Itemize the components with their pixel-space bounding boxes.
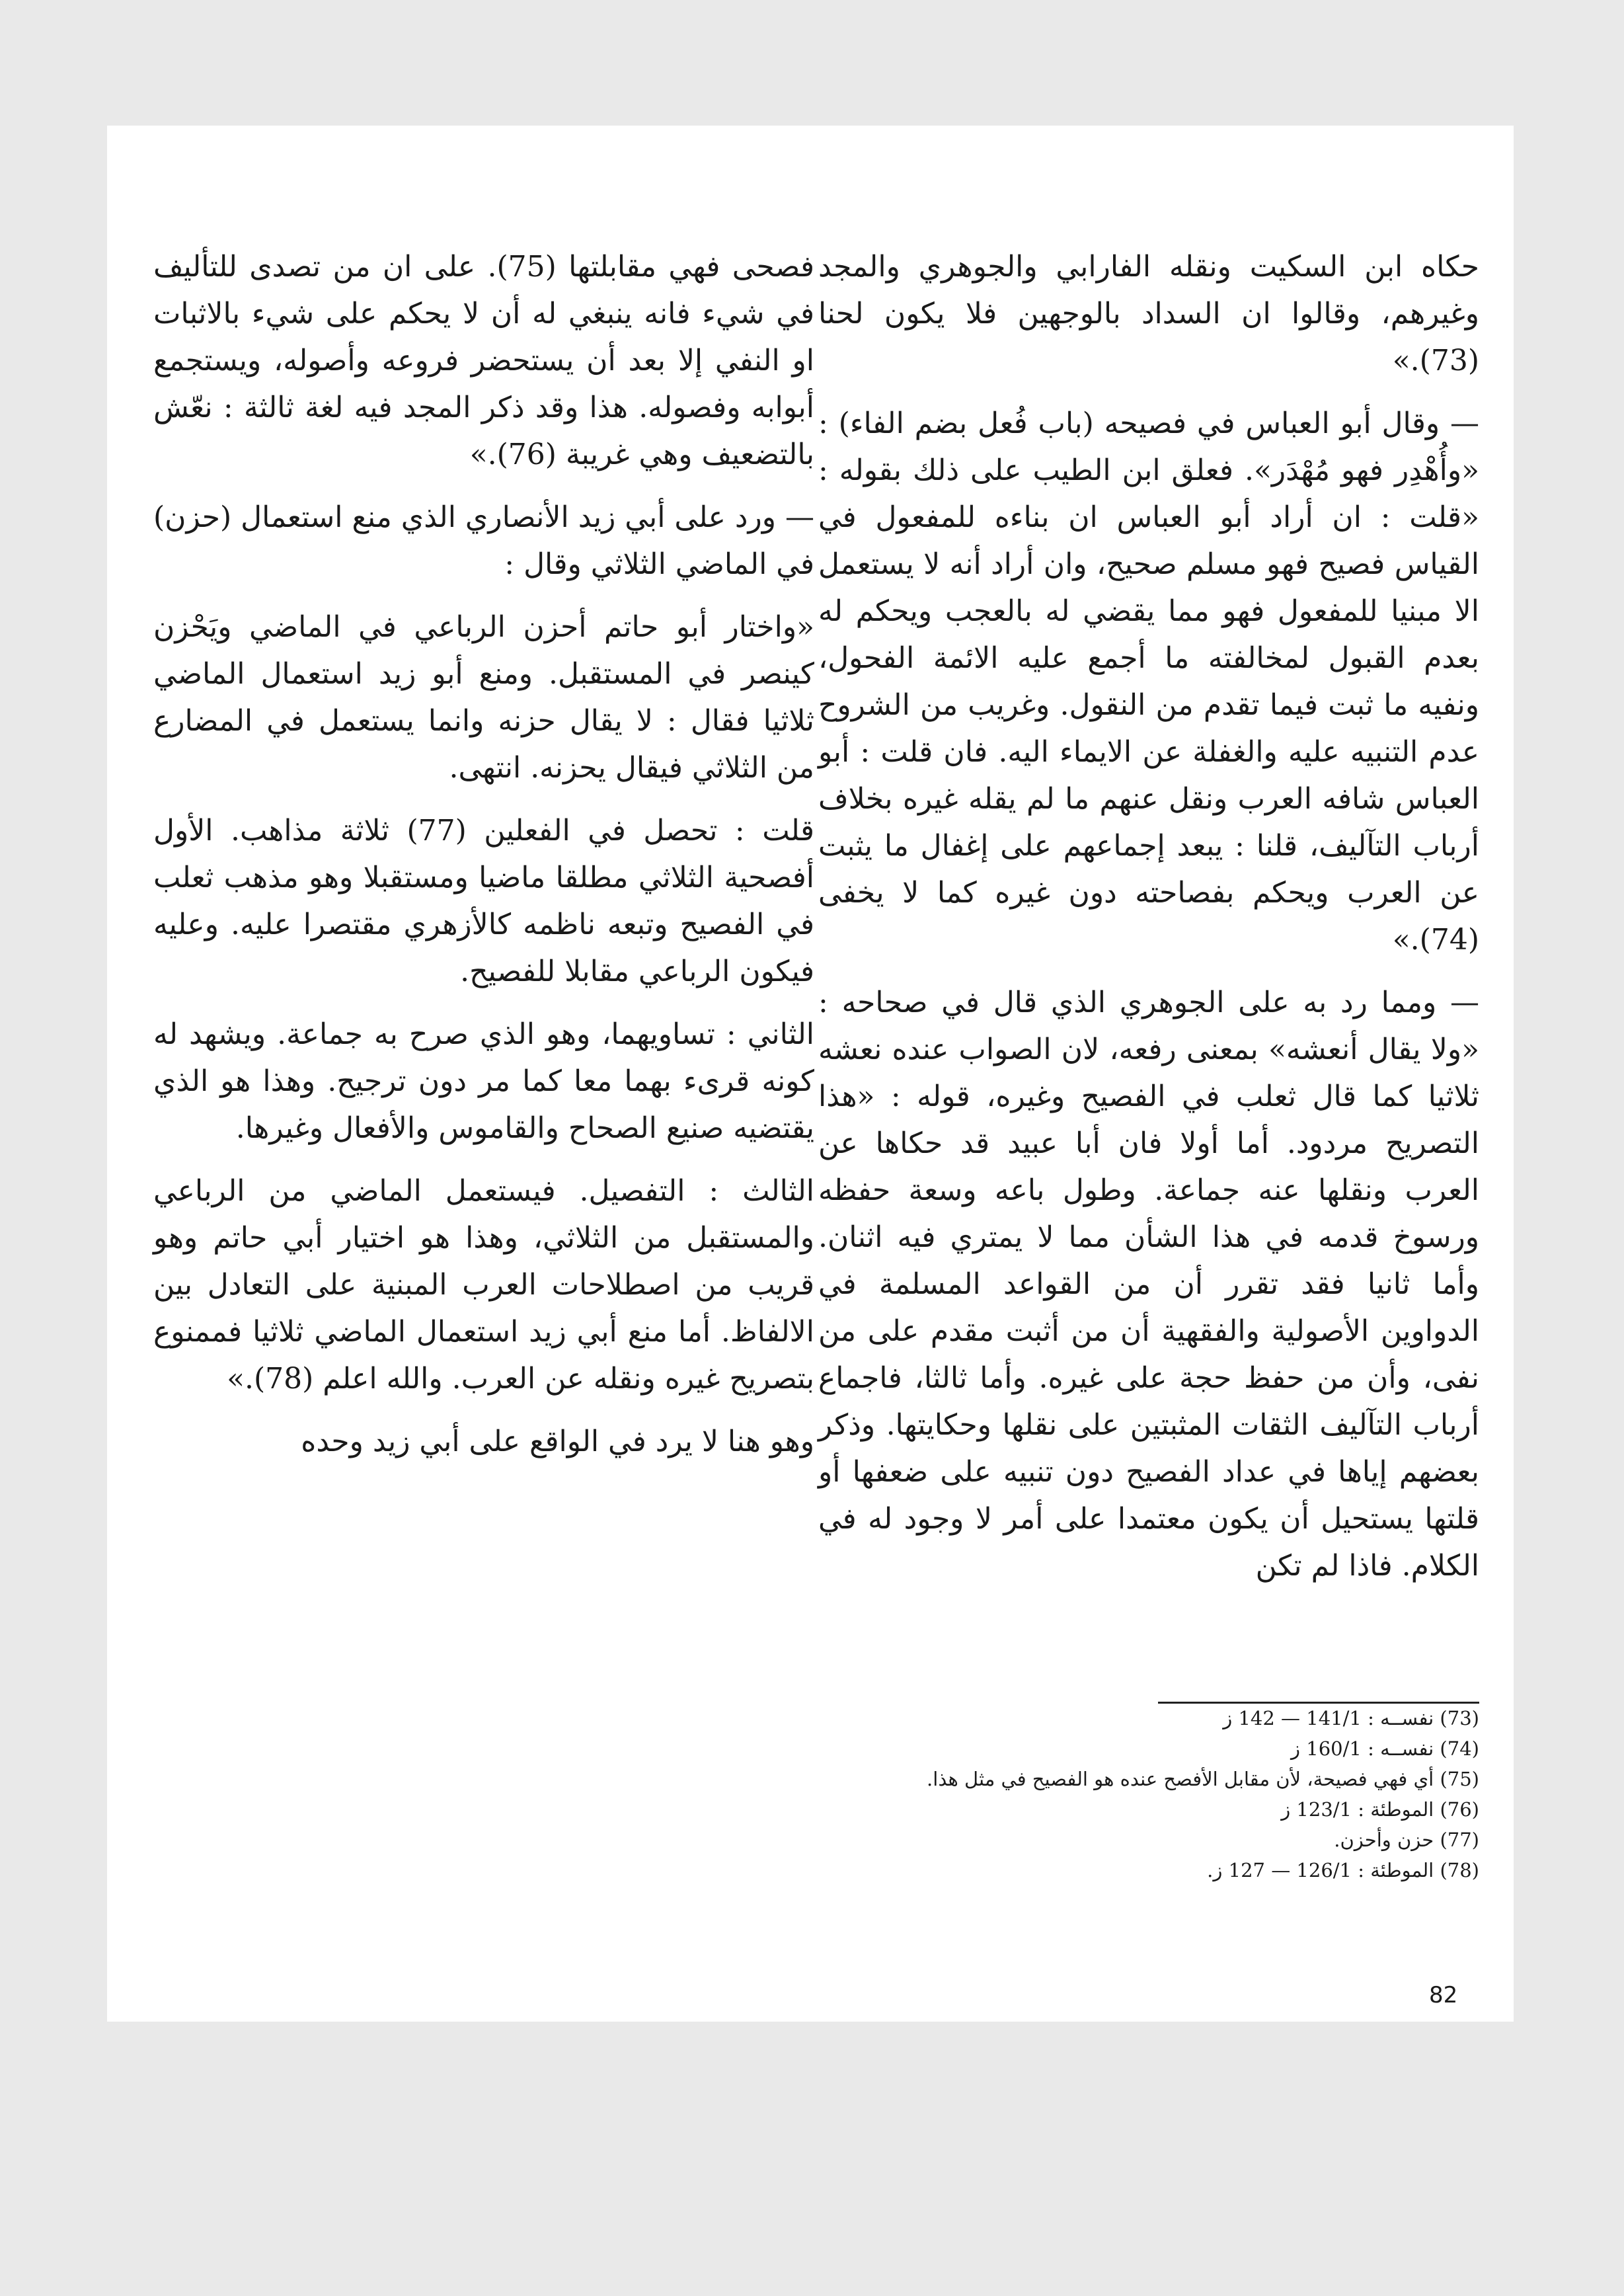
paragraph: قلت : تحصل في الفعلين (77) ثلاثة مذاهب. الأول أفصحية الثلاثي مطلقا ماضيا ومستقبلا وهو مذهب ثعلب في الفصيح وتبعه ناظمه كالأزهري مقتصرا عليه. وعليه فيكون الرباعي مقابلا للفصيح. <box>153 814 814 988</box>
left-column <box>153 243 814 1481</box>
paragraph: وهو هنا لا يرد في الواقع على أبي زيد وحده <box>301 1425 814 1458</box>
footnote: (77) حزن وأحزن. <box>1334 1829 1479 1851</box>
paragraph: — ورد على أبي زيد الأنصاري الذي منع استعمال (حزن) في الماضي الثلاثي وقال : <box>153 500 815 581</box>
footnote: (78) الموطئة : 126/1 — 127 ز. <box>1207 1859 1479 1881</box>
paragraph: حكاه ابن السكيت ونقله الفارابي والجوهري والمجد وغيرهم، وقالوا ان السداد بالوجهين فلا يكون لحنا (73).» <box>818 250 1479 377</box>
paragraph: — وقال أبو العباس في فصيحه (باب فُعل بضم الفاء) : «وأُهْدِر فهو مُهْدَر». فعلق ابن الطيب على ذلك بقوله : «قلت : ان أراد أبو العباس ان بناءه للمفعول في القياس فصيح فهو مسلم صحيح، وان أراد أنه لا يستعمل الا مبنيا للمفعول فهو مما يقضي له بالعجب ويحكم له بعدم القبول لمخالفته ما أجمع عليه الائمة الفحول، ونفيه ما ثبت فيما تقدم من النقول. وغريب من الشروح عدم التنبيه عليه والغفلة عن الايماء اليه. فان قلت : أبو العباس شافه العرب ونقل عنهم ما لم يقله غيره بخلاف أرباب التآليف، قلنا : يبعد إجماعهم على إغفال ما يثبت عن العرب ويحكم بفصاحته دون غيره كما لا يخفى (74).» <box>818 407 1480 957</box>
footnote: (74) نفســه : 160/1 ز <box>1291 1737 1479 1760</box>
paragraph: «واختار أبو حاتم أحزن الرباعي في الماضي ويَحْزن كينصر في المستقبل. ومنع أبو زيد استعمال الماضي ثلاثيا فقال : لا يقال حزنه وانما يستعمل في المضارع من الثلاثي فيقال يحزنه. انتهى. <box>153 610 814 785</box>
footnote: (76) الموطئة : 123/1 ز <box>1281 1798 1479 1821</box>
paragraph: الثالث : التفصيل. فيستعمل الماضي من الرباعي والمستقبل من الثلاثي، وهذا هو اختيار أبي حاتم وهو قريب من اصطلاحات العرب المبنية على التعادل بين الالفاظ. أما منع أبي زيد استعمال الماضي ثلاثيا فممنوع بتصريح غيره ونقله عن العرب. والله اعلم (78).» <box>153 1174 814 1396</box>
paragraph: — ومما رد به على الجوهري الذي قال في صحاحه : «ولا يقال أنعشه» بمعنى رفعه، لان الصواب عنده نعشه ثلاثيا كما قال ثعلب في الفصيح وغيره، قوله : «هذا التصريح مردود. أما أولا فان أبا عبيد قد حكاها عن العرب ونقلها عنه جماعة. وطول باعه وسعة حفظه ورسوخ قدمه في هذا الشأن مما لا يمتري فيه اثنان. وأما ثانيا فقد تقرر أن من القواعد المسلمة في الدواوين الأصولية والفقهية أن من أثبت مقدم على من نفى، وأن من حفظ حجة على غيره. وأما ثالثا، فاجماع أرباب التآليف الثقات المثبتين على نقلها وحكايتها. وذكر بعضهم إياها في عداد الفصيح دون تنبيه على ضعفها أو قلتها يستحيل أن يكون معتمدا على أمر لا وجود له في الكلام. فاذا لم تكن <box>818 986 1479 1583</box>
paragraph: الثاني : تساويهما، وهو الذي صرح به جماعة. ويشهد له كونه قرىء بهما معا كما مر دون ترجيح. وهذا هو الذي يقتضيه صنيع الصحاح والقاموس والأفعال وغيرها. <box>153 1017 814 1145</box>
footnotes <box>818 1703 1479 1885</box>
footnote: (75) أي فهي فصيحة، لأن مقابل الأفصح عنده هو الفصيح في مثل هذا. <box>927 1768 1479 1790</box>
page-number: 82 <box>1429 1982 1458 2008</box>
footnote: (73) نفســه : 141/1 — 142 ز <box>1223 1707 1479 1729</box>
page <box>107 126 1514 2022</box>
right-column <box>818 243 1479 1605</box>
paragraph: فصحى فهي مقابلتها (75). على ان من تصدى للتأليف في شيء فانه ينبغي له أن لا يحكم على شيء بالاثبات او النفي إلا بعد أن يستحضر فروعه وأصوله، ويستجمع أبوابه وفصوله. هذا وقد ذكر المجد فيه لغة ثالثة : نعّش بالتضعيف وهي غريبة (76).» <box>153 250 814 471</box>
